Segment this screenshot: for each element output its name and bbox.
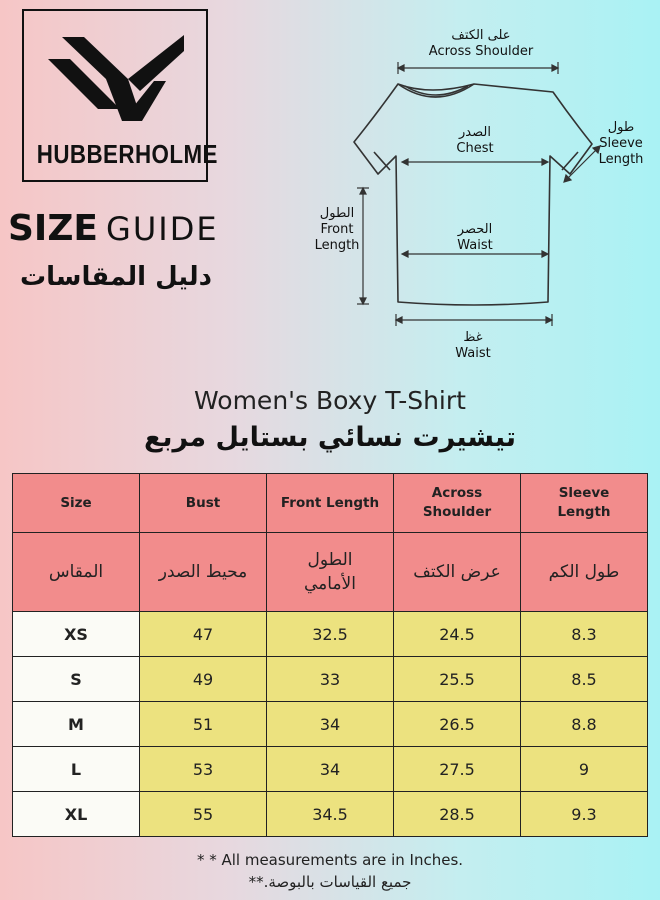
table-header-ar bbox=[13, 533, 648, 612]
header-bust-ar: محيط الصدر bbox=[140, 533, 267, 612]
label-across-shoulder: على الكتف Across Shoulder bbox=[428, 28, 534, 59]
sleeve-cell: 8.3 bbox=[521, 612, 648, 657]
size-cell: XS bbox=[13, 612, 140, 657]
footnote-ar: جميع القياسات بالبوصة.** bbox=[248, 873, 412, 891]
table-header-en bbox=[13, 474, 648, 533]
brand-logo bbox=[22, 9, 218, 182]
label-sleeve-length: طول Sleeve Length bbox=[598, 120, 644, 167]
bust-cell: 49 bbox=[140, 657, 267, 702]
size-cell: L bbox=[13, 747, 140, 792]
bird-logo-icon bbox=[46, 29, 188, 137]
front-length-cell: 34 bbox=[267, 747, 394, 792]
product-title: Women's Boxy T-Shirt bbox=[194, 386, 466, 415]
tshirt-diagram bbox=[310, 24, 650, 344]
size-guide-arabic: دليل المقاسات bbox=[20, 262, 213, 292]
label-waist: الحصر Waist bbox=[457, 222, 493, 253]
bust-cell: 47 bbox=[140, 612, 267, 657]
size-cell: XL bbox=[13, 792, 140, 837]
shoulder-cell: 28.5 bbox=[394, 792, 521, 837]
sleeve-cell: 8.5 bbox=[521, 657, 648, 702]
header-bust: Bust bbox=[140, 474, 267, 533]
table-row bbox=[13, 747, 648, 792]
shoulder-cell: 27.5 bbox=[394, 747, 521, 792]
header-front-length-ar: الطول الأمامي bbox=[267, 533, 394, 612]
brand-name: HUBBERHOLME bbox=[36, 139, 218, 169]
front-length-cell: 34.5 bbox=[267, 792, 394, 837]
bust-cell: 53 bbox=[140, 747, 267, 792]
header-sleeve-length-ar: طول الكم bbox=[521, 533, 648, 612]
table-row bbox=[13, 657, 648, 702]
shoulder-cell: 25.5 bbox=[394, 657, 521, 702]
front-length-cell: 34 bbox=[267, 702, 394, 747]
size-cell: M bbox=[13, 702, 140, 747]
front-length-cell: 33 bbox=[267, 657, 394, 702]
front-length-cell: 32.5 bbox=[267, 612, 394, 657]
tshirt-outline bbox=[354, 84, 592, 305]
product-title-arabic: تيشيرت نسائي بستايل مربع bbox=[143, 422, 517, 453]
sleeve-cell: 8.8 bbox=[521, 702, 648, 747]
header-across-shoulder-ar: عرض الكتف bbox=[394, 533, 521, 612]
label-hem-waist: غظ Waist bbox=[455, 330, 491, 361]
size-guide-bold: SIZE bbox=[8, 208, 99, 249]
header-sleeve-length: Sleeve Length bbox=[521, 474, 648, 533]
shoulder-cell: 24.5 bbox=[394, 612, 521, 657]
shoulder-cell: 26.5 bbox=[394, 702, 521, 747]
size-table bbox=[12, 473, 648, 837]
table-row bbox=[13, 702, 648, 747]
sleeve-cell: 9 bbox=[521, 747, 648, 792]
size-cell: S bbox=[13, 657, 140, 702]
bust-cell: 55 bbox=[140, 792, 267, 837]
table-row bbox=[13, 792, 648, 837]
header-size-ar: المقاس bbox=[13, 533, 140, 612]
bust-cell: 51 bbox=[140, 702, 267, 747]
table-row bbox=[13, 612, 648, 657]
sleeve-cell: 9.3 bbox=[521, 792, 648, 837]
label-front-length: الطول Front Length bbox=[314, 206, 360, 253]
header-size: Size bbox=[13, 474, 140, 533]
size-guide-title bbox=[8, 208, 219, 249]
label-chest: الصدر Chest bbox=[456, 125, 494, 156]
header-across-shoulder: Across Shoulder bbox=[394, 474, 521, 533]
header-front-length: Front Length bbox=[267, 474, 394, 533]
size-guide-light: GUIDE bbox=[106, 210, 219, 248]
footnote-en: * * All measurements are in Inches. bbox=[196, 851, 464, 869]
